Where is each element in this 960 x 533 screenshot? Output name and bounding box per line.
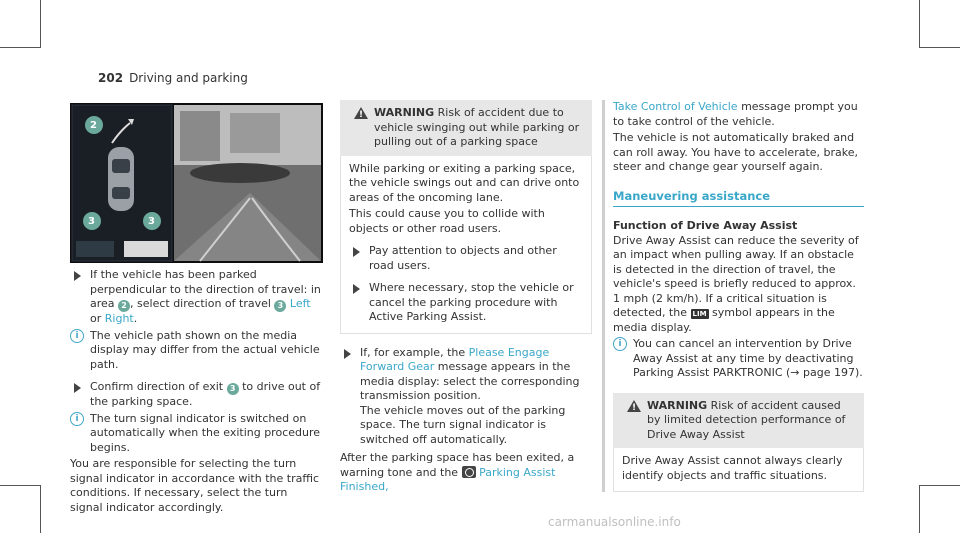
crop-mark	[40, 0, 41, 48]
callout-number: 3	[227, 383, 239, 395]
column-2	[340, 100, 592, 495]
warning-icon	[627, 400, 641, 412]
crop-mark	[920, 485, 960, 486]
crop-mark	[40, 485, 41, 533]
step-arrow-icon	[344, 349, 351, 359]
section-heading: Maneuvering assistance	[613, 189, 864, 208]
step-arrow-icon	[74, 383, 81, 393]
step-confirm-exit: Confirm direction of exit 3 to drive out of the parking space.	[70, 380, 323, 410]
warning-box: ! WARNING Risk of accident due to vehicle swinging out while parking or pulling out of a parking space While parking or exiting a parking space, the vehicle swings out and can drive onto areas of the oncoming lane. This could cause you to collide with objects or other road users. Pay attention to objects and other road users. Where necessary, stop the vehicle or cancel the parking procedure with Active Parking Assist.	[340, 100, 592, 334]
info-icon: i	[70, 412, 84, 426]
info-icon: i	[70, 329, 84, 343]
callout-number: 3	[274, 300, 286, 312]
watermark: carmanualsonline.info	[548, 515, 681, 529]
section-title: Driving and parking	[129, 71, 248, 85]
crop-mark	[0, 47, 40, 48]
message-take-control: Take Control of Vehicle	[613, 100, 738, 113]
warning-icon	[354, 107, 368, 119]
column-1	[70, 268, 323, 515]
callout-3-left: 3	[88, 216, 95, 227]
parking-assist-icon	[462, 466, 476, 478]
crop-mark	[920, 47, 960, 48]
callout-2: 2	[90, 120, 97, 131]
message-please-engage: Please Engage Forward Gear	[360, 345, 550, 373]
step-arrow-icon	[353, 284, 360, 294]
parking-display-illustration	[70, 103, 323, 263]
paragraph-after-exit: After the parking space has been exited, a warning tone and the Parking Assist Finished,	[340, 451, 575, 493]
note-vehicle-path: i The vehicle path shown on the media display may differ from the actual vehicle path.	[70, 329, 323, 373]
crop-mark	[919, 0, 920, 48]
parking-display-figure	[70, 103, 323, 263]
right-option: Right	[104, 312, 134, 325]
warning-box-drive-away: ! WARNING Risk of accident caused by limited detection performance of Drive Away Assist Drive Away Assist cannot always clearly identify objects and traffic situations.	[613, 393, 864, 493]
note-turn-signal: i The turn signal indicator is switched on automatically when the exiting procedure begins.	[70, 412, 323, 456]
step-arrow-icon	[353, 247, 360, 257]
paragraph-responsibility: You are responsible for selecting the turn signal indicator in accordance with the traffic conditions. If necessary, select the turn signal indicator accordingly.	[70, 457, 320, 514]
callout-3-right: 3	[148, 216, 155, 227]
crop-mark	[0, 485, 40, 486]
step-arrow-icon	[74, 271, 81, 281]
lim-symbol-icon: LIM	[692, 310, 707, 318]
step-engage-gear: If, for example, the Please Engage Forward Gear message appears in the media display: select the corresponding transmission position. The vehicle moves out of the parking space. The turn signal indicator is switched off automatically.	[340, 346, 592, 448]
left-option: Left	[289, 297, 311, 310]
crop-mark	[919, 485, 920, 533]
column-3: Take Control of Vehicle message prompt you to take control of the vehicle. The vehicle is not automatically braked and can roll away. You have to accelerate, brake, steer and change gear yourself again. Maneuvering assistance Function of Drive Away Assist Drive Away Assist can reduce the severity of an impact when pulling away. If an obstacle is detected in the direction of travel, the vehicle's speed is briefly reduced to approx. 1 mph (2 km/h). If a critical situation is detected, the LIM symbol appears in the media display. i You can cancel an intervention by Drive Away Assist at any time by deactivating Parking Assist PARKTRONIC (→ page 197). ! WARNING Risk of accident caused by limited detection performance of Drive Away Assist Drive Away Assist cannot always clearly identify objects and traffic situations.	[596, 100, 864, 492]
callout-number: 2	[118, 300, 130, 312]
info-icon: i	[613, 337, 627, 351]
step-select-direction: If the vehicle has been parked perpendicular to the direction of travel: in area 2 , select direction of travel 3 Left or Right.	[70, 268, 323, 327]
subheading: Function of Drive Away Assist	[613, 219, 798, 232]
note-cancel-intervention: i You can cancel an intervention by Drive Away Assist at any time by deactivating Parking Assist PARKTRONIC (→ page 197).	[613, 337, 864, 381]
message-parking-assist-finished: Parking Assist Finished,	[340, 465, 556, 493]
page-header	[98, 71, 248, 86]
page-number: 202	[98, 71, 124, 85]
